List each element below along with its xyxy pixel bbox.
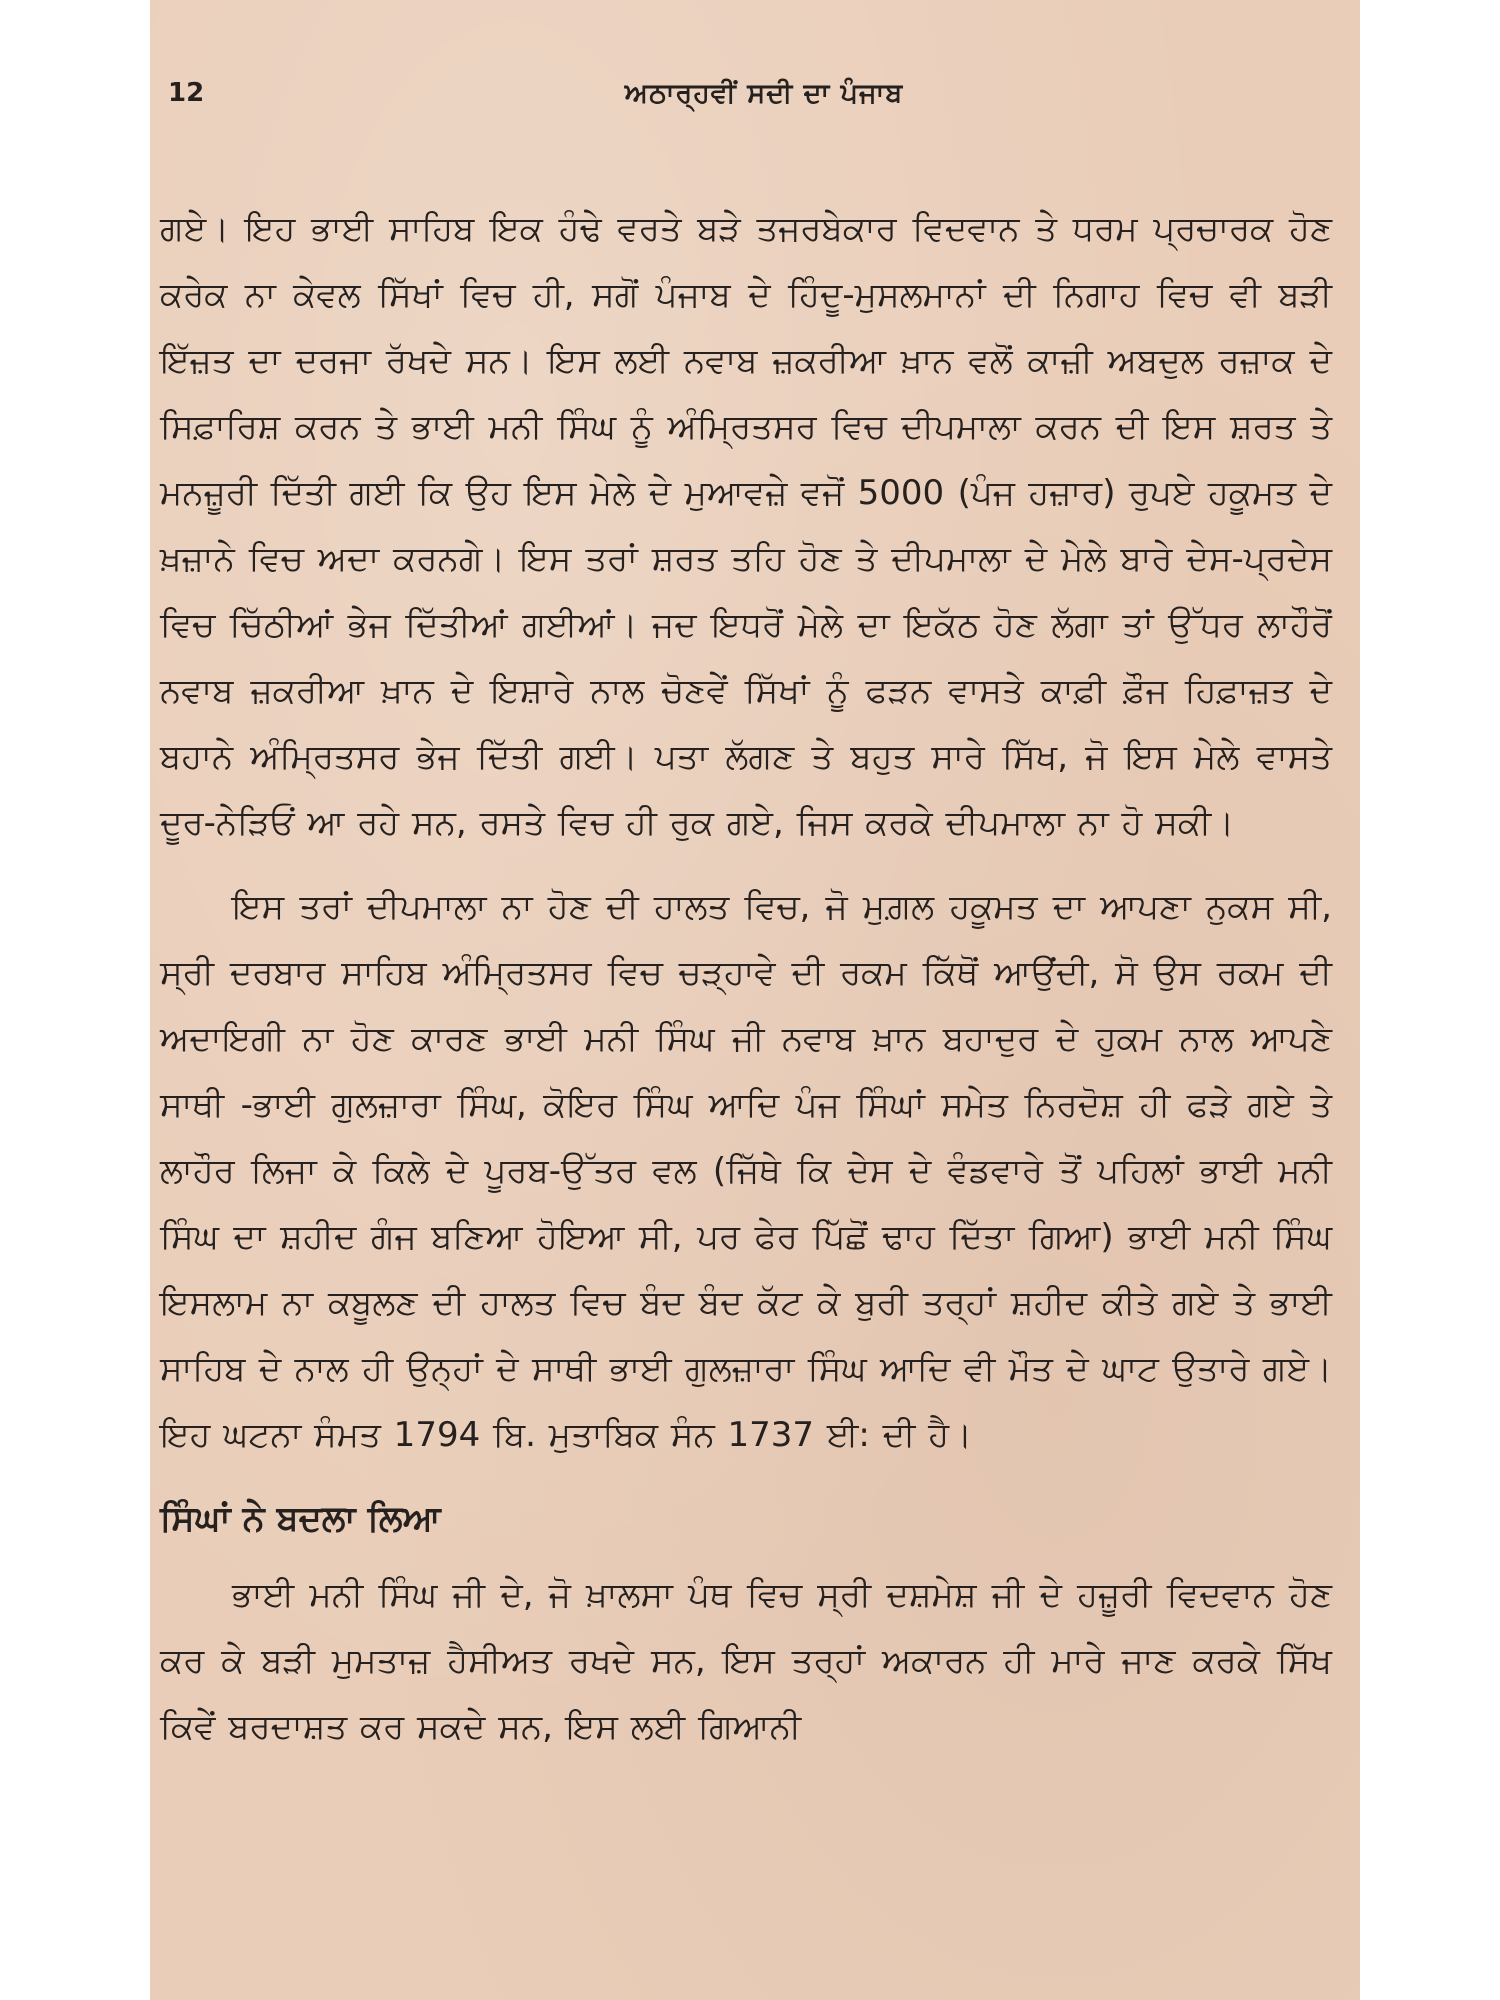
paragraph-1: ਗਏ। ਇਹ ਭਾਈ ਸਾਹਿਬ ਇਕ ਹੰਢੇ ਵਰਤੇ ਬੜੇ ਤਜਰਬੇਕਾਰ ਵਿਦਵਾਨ ਤੇ ਧਰਮ ਪ੍ਰਚਾਰਕ ਹੋਣ ਕਰੇਕ ਨਾ ਕੇਵਲ ਸਿੱਖਾਂ ਵਿਚ ਹੀ, ਸਗੋਂ ਪੰਜਾਬ ਦੇ ਹਿੰਦੂ-ਮੁਸਲਮਾਨਾਂ ਦੀ ਨਿਗਾਹ ਵਿਚ ਵੀ ਬੜੀ ਇੱਜ਼ਤ ਦਾ ਦਰਜਾ ਰੱਖਦੇ ਸਨ। ਇਸ ਲਈ ਨਵਾਬ ਜ਼ਕਰੀਆ ਖ਼ਾਨ ਵਲੋਂ ਕਾਜ਼ੀ ਅਬਦੁਲ ਰਜ਼ਾਕ ਦੇ ਸਿਫ਼ਾਰਿਸ਼ ਕਰਨ ਤੇ ਭਾਈ ਮਨੀ ਸਿੰਘ ਨੂੰ ਅੰਮ੍ਰਿਤਸਰ ਵਿਚ ਦੀਪਮਾਲਾ ਕਰਨ ਦੀ ਇਸ ਸ਼ਰਤ ਤੇ ਮਨਜ਼ੂਰੀ ਦਿੱਤੀ ਗਈ ਕਿ ਉਹ ਇਸ ਮੇਲੇ ਦੇ ਮੁਆਵਜ਼ੇ ਵਜੋਂ 5000 (ਪੰਜ ਹਜ਼ਾਰ) ਰੁਪਏ ਹਕੂਮਤ ਦੇ ਖ਼ਜ਼ਾਨੇ ਵਿਚ ਅਦਾ ਕਰਨਗੇ। ਇਸ ਤਰਾਂ ਸ਼ਰਤ ਤਹਿ ਹੋਣ ਤੇ ਦੀਪਮਾਲਾ ਦੇ ਮੇਲੇ ਬਾਰੇ ਦੇਸ-ਪ੍ਰਦੇਸ ਵਿਚ ਚਿੱਠੀਆਂ ਭੇਜ ਦਿੱਤੀਆਂ ਗਈਆਂ। ਜਦ ਇਧਰੋਂ ਮੇਲੇ ਦਾ ਇਕੱਠ ਹੋਣ ਲੱਗਾ ਤਾਂ ਉੱਧਰ ਲਾਹੌਰੋਂ ਨਵਾਬ ਜ਼ਕਰੀਆ ਖ਼ਾਨ ਦੇ ਇਸ਼ਾਰੇ ਨਾਲ ਚੋਣਵੇਂ ਸਿੱਖਾਂ ਨੂੰ ਫੜਨ ਵਾਸਤੇ ਕਾਫ਼ੀ ਫ਼ੌਜ ਹਿਫ਼ਾਜ਼ਤ ਦੇ ਬਹਾਨੇ ਅੰਮ੍ਰਿਤਸਰ ਭੇਜ ਦਿੱਤੀ ਗਈ। ਪਤਾ ਲੱਗਣ ਤੇ ਬਹੁਤ ਸਾਰੇ ਸਿੱਖ, ਜੋ ਇਸ ਮੇਲੇ ਵਾਸਤੇ ਦੂਰ-ਨੇੜਿਓਂ ਆ ਰਹੇ ਸਨ, ਰਸਤੇ ਵਿਚ ਹੀ ਰੁਕ ਗਏ, ਜਿਸ ਕਰਕੇ ਦੀਪਮਾਲਾ ਨਾ ਹੋ ਸਕੀ। <box>160 209 1332 843</box>
book-page <box>150 0 1360 2000</box>
page-body <box>160 196 1332 1778</box>
page-header <box>168 78 1360 118</box>
page-number: 12 <box>168 78 205 108</box>
section-heading: ਸਿੰਘਾਂ ਨੇ ਬਦਲਾ ਲਿਆ <box>160 1499 441 1539</box>
paragraph-2: ਇਸ ਤਰਾਂ ਦੀਪਮਾਲਾ ਨਾ ਹੋਣ ਦੀ ਹਾਲਤ ਵਿਚ, ਜੋ ਮੁਗ਼ਲ ਹਕੂਮਤ ਦਾ ਆਪਣਾ ਨੁਕਸ ਸੀ, ਸ੍ਰੀ ਦਰਬਾਰ ਸਾਹਿਬ ਅੰਮ੍ਰਿਤਸਰ ਵਿਚ ਚੜ੍ਹਾਵੇ ਦੀ ਰਕਮ ਕਿੱਥੋਂ ਆਉਂਦੀ, ਸੋ ਉਸ ਰਕਮ ਦੀ ਅਦਾਇਗੀ ਨਾ ਹੋਣ ਕਾਰਣ ਭਾਈ ਮਨੀ ਸਿੰਘ ਜੀ ਨਵਾਬ ਖ਼ਾਨ ਬਹਾਦੁਰ ਦੇ ਹੁਕਮ ਨਾਲ ਆਪਣੇ ਸਾਥੀ -ਭਾਈ ਗੁਲਜ਼ਾਰਾ ਸਿੰਘ, ਕੋਇਰ ਸਿੰਘ ਆਦਿ ਪੰਜ ਸਿੰਘਾਂ ਸਮੇਤ ਨਿਰਦੋਸ਼ ਹੀ ਫੜੇ ਗਏ ਤੇ ਲਾਹੌਰ ਲਿਜਾ ਕੇ ਕਿਲੇ ਦੇ ਪੂਰਬ-ਉੱਤਰ ਵਲ (ਜਿੱਥੇ ਕਿ ਦੇਸ ਦੇ ਵੰਡਵਾਰੇ ਤੋਂ ਪਹਿਲਾਂ ਭਾਈ ਮਨੀ ਸਿੰਘ ਦਾ ਸ਼ਹੀਦ ਗੰਜ ਬਣਿਆ ਹੋਇਆ ਸੀ, ਪਰ ਫੇਰ ਪਿੱਛੋਂ ਢਾਹ ਦਿੱਤਾ ਗਿਆ) ਭਾਈ ਮਨੀ ਸਿੰਘ ਇਸਲਾਮ ਨਾ ਕਬੂਲਣ ਦੀ ਹਾਲਤ ਵਿਚ ਬੰਦ ਬੰਦ ਕੱਟ ਕੇ ਬੁਰੀ ਤਰ੍ਹਾਂ ਸ਼ਹੀਦ ਕੀਤੇ ਗਏ ਤੇ ਭਾਈ ਸਾਹਿਬ ਦੇ ਨਾਲ ਹੀ ਉਨ੍ਹਾਂ ਦੇ ਸਾਥੀ ਭਾਈ ਗੁਲਜ਼ਾਰਾ ਸਿੰਘ ਆਦਿ ਵੀ ਮੌਤ ਦੇ ਘਾਟ ਉਤਾਰੇ ਗਏ। ਇਹ ਘਟਨਾ ਸੰਮਤ 1794 ਬਿ. ਮੁਤਾਬਿਕ ਸੰਨ 1737 ਈ: ਦੀ ਹੈ। <box>160 887 1332 1455</box>
running-title: ਅਠਾਰ੍ਹਵੀਂ ਸਦੀ ਦਾ ਪੰਜਾਬ <box>624 78 904 109</box>
section-paragraph: ਭਾਈ ਮਨੀ ਸਿੰਘ ਜੀ ਦੇ, ਜੋ ਖ਼ਾਲਸਾ ਪੰਥ ਵਿਚ ਸ੍ਰੀ ਦਸ਼ਮੇਸ਼ ਜੀ ਦੇ ਹਜ਼ੂਰੀ ਵਿਦਵਾਨ ਹੋਣ ਕਰ ਕੇ ਬੜੀ ਮੁਮਤਾਜ਼ ਹੈਸੀਅਤ ਰਖਦੇ ਸਨ, ਇਸ ਤਰ੍ਹਾਂ ਅਕਾਰਨ ਹੀ ਮਾਰੇ ਜਾਣ ਕਰਕੇ ਸਿੱਖ ਕਿਵੇਂ ਬਰਦਾਸ਼ਤ ਕਰ ਸਕਦੇ ਸਨ, ਇਸ ਲਈ ਗਿਆਨੀ <box>160 1575 1332 1747</box>
